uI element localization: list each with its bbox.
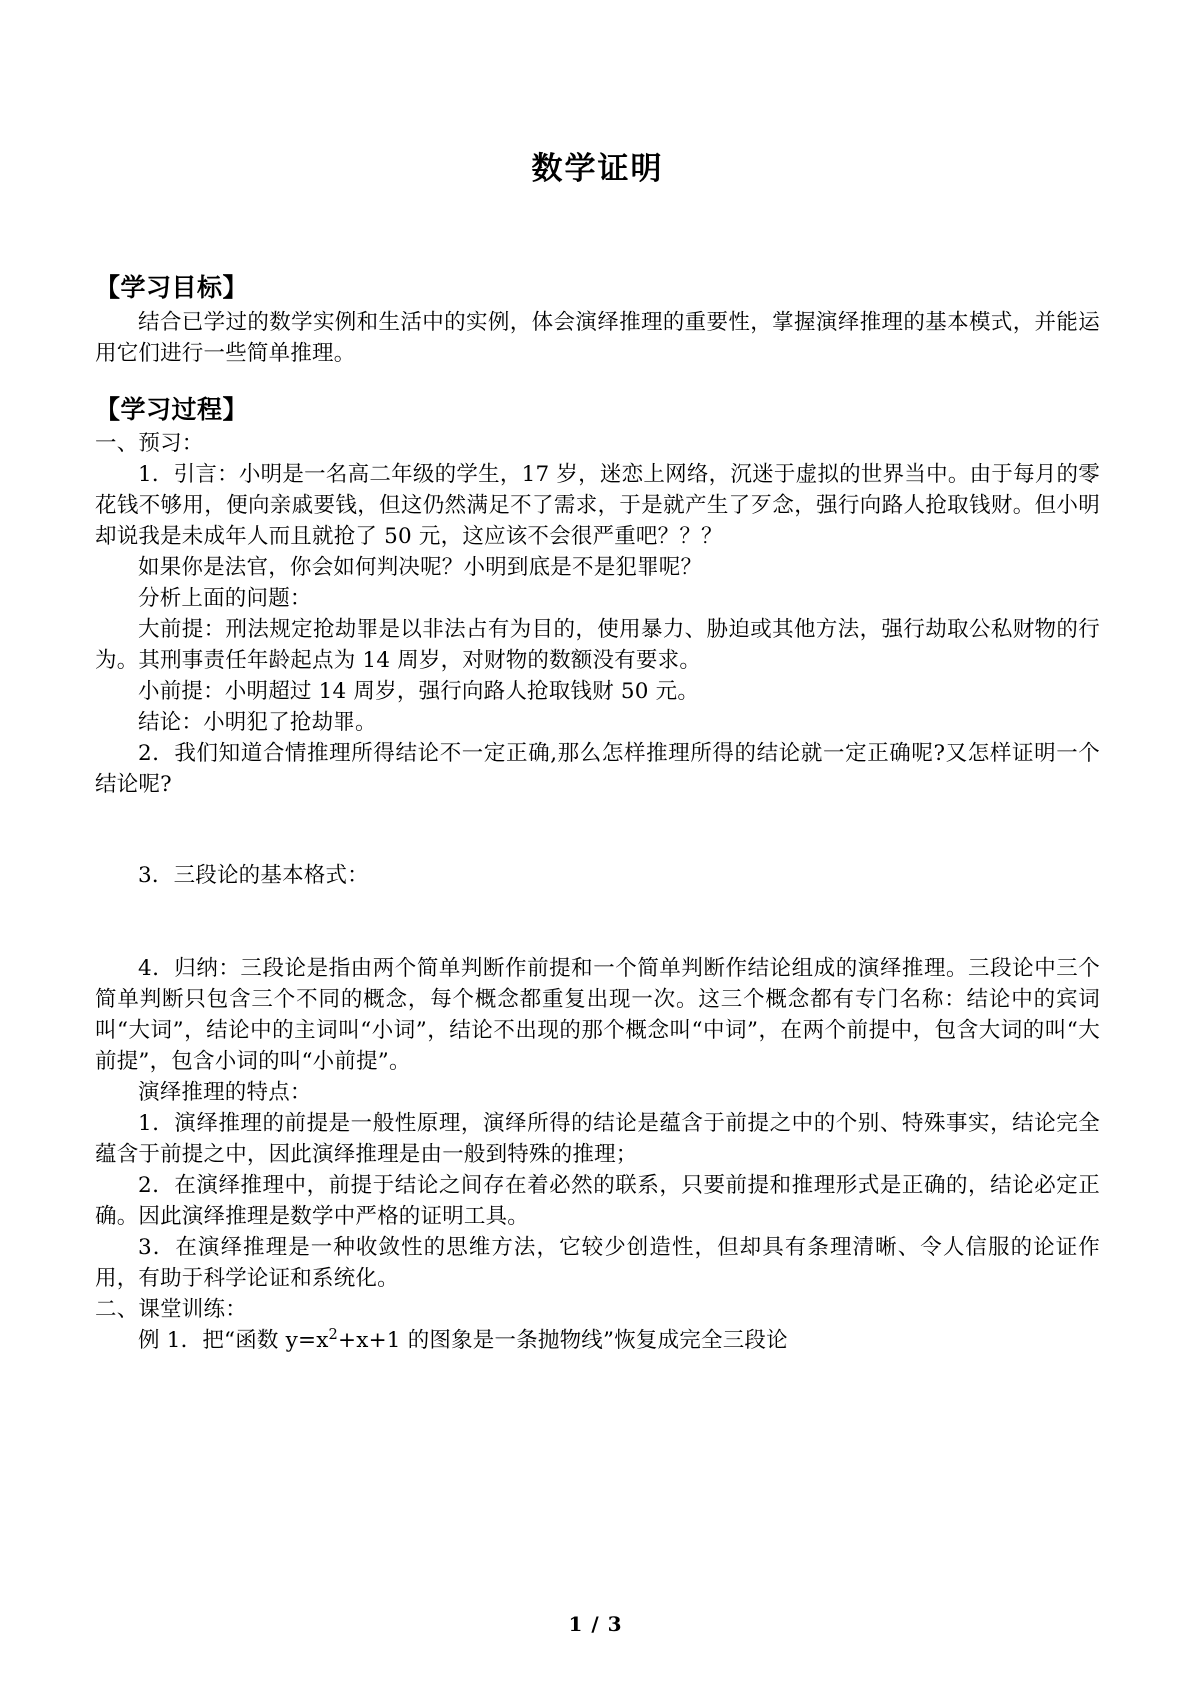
preview-item-1-question: 如果你是法官，你会如何判决呢？小明到底是不是犯罪呢？ (138, 555, 703, 581)
example-1-exponent: 2 (328, 1326, 339, 1344)
syllogism-conclusion: 结论：小明犯了抢劫罪。 (138, 710, 377, 736)
blank-answer-space-2 (95, 800, 1100, 860)
heading-learning-objectives: 【学习目标】 (95, 273, 249, 303)
preview-item-2: 2．我们知道合情推理所得结论不一定正确,那么怎样推理所得的结论就一定正确呢?又怎样证明一个结论呢? (95, 741, 1100, 798)
blank-answer-space-3 (95, 891, 1100, 953)
deductive-feature-1: 1．演绎推理的前提是一般性原理，演绎所得的结论是蕴含于前提之中的个别、特殊事实，结论完全蕴含于前提之中，因此演绎推理是由一般到特殊的推理； (95, 1111, 1100, 1168)
preview-item-4-summary: 4．归纳：三段论是指由两个简单判断作前提和一个简单判断作结论组成的演绎推理。三段论中三个简单判断只包含三个不同的概念，每个概念都重复出现一次。这三个概念都有专门名称：结论中的宾词叫“大词”，结论中的主词叫“小词”，结论不出现的那个概念叫“中词”，在两个前提中，包含大词的叫“大前提”，包含小词的叫“小前提”。 (95, 956, 1100, 1075)
example-1-suffix: +x+1 的图象是一条抛物线”恢复成完全三段论 (338, 1328, 788, 1354)
major-premise: 大前提：刑法规定抢劫罪是以非法占有为目的，使用暴力、胁迫或其他方法，强行劫取公私财物的行为。其刑事责任年龄起点为 14 周岁，对财物的数额没有要求。 (95, 617, 1100, 674)
page-number-footer: 1 / 3 (568, 1612, 623, 1636)
example-1-prefix: 例 1．把“函数 y=x (138, 1328, 329, 1354)
minor-premise: 小前提：小明超过 14 周岁，强行向路人抢取钱财 50 元。 (138, 679, 700, 705)
document-content (95, 0, 1100, 1356)
section-label-preview: 一、预习： (95, 431, 204, 457)
preview-item-1-intro: 1．引言：小明是一名高二年级的学生，17 岁，迷恋上网络，沉迷于虚拟的世界当中。由于每月的零花钱不够用，便向亲戚要钱，但这仍然满足不了需求，于是就产生了歹念，强行向路人抢取钱财。但小明却说我是未成年人而且就抢了 50 元，这应该不会很严重吧？？？ (95, 462, 1100, 550)
example-1 (95, 1325, 1100, 1356)
section-label-classroom-training: 二、课堂训练： (95, 1297, 247, 1323)
preview-item-3: 3．三段论的基本格式： (138, 863, 369, 889)
objectives-paragraph: 结合已学过的数学实例和生活中的实例，体会演绎推理的重要性，掌握演绎推理的基本模式，并能运用它们进行一些简单推理。 (95, 309, 1100, 366)
page-title: 数学证明 (531, 151, 664, 187)
deductive-feature-3: 3．在演绎推理是一种收敛性的思维方法，它较少创造性，但却具有条理清晰、令人信服的论证作用，有助于科学论证和系统化。 (95, 1235, 1100, 1292)
analyze-problem-label: 分析上面的问题： (138, 586, 312, 612)
deductive-feature-2: 2．在演绎推理中，前提于结论之间存在着必然的联系，只要前提和推理形式是正确的，结论必定正确。因此演绎推理是数学中严格的证明工具。 (95, 1173, 1100, 1230)
heading-learning-process: 【学习过程】 (95, 394, 249, 424)
deductive-features-label: 演绎推理的特点： (138, 1080, 312, 1106)
